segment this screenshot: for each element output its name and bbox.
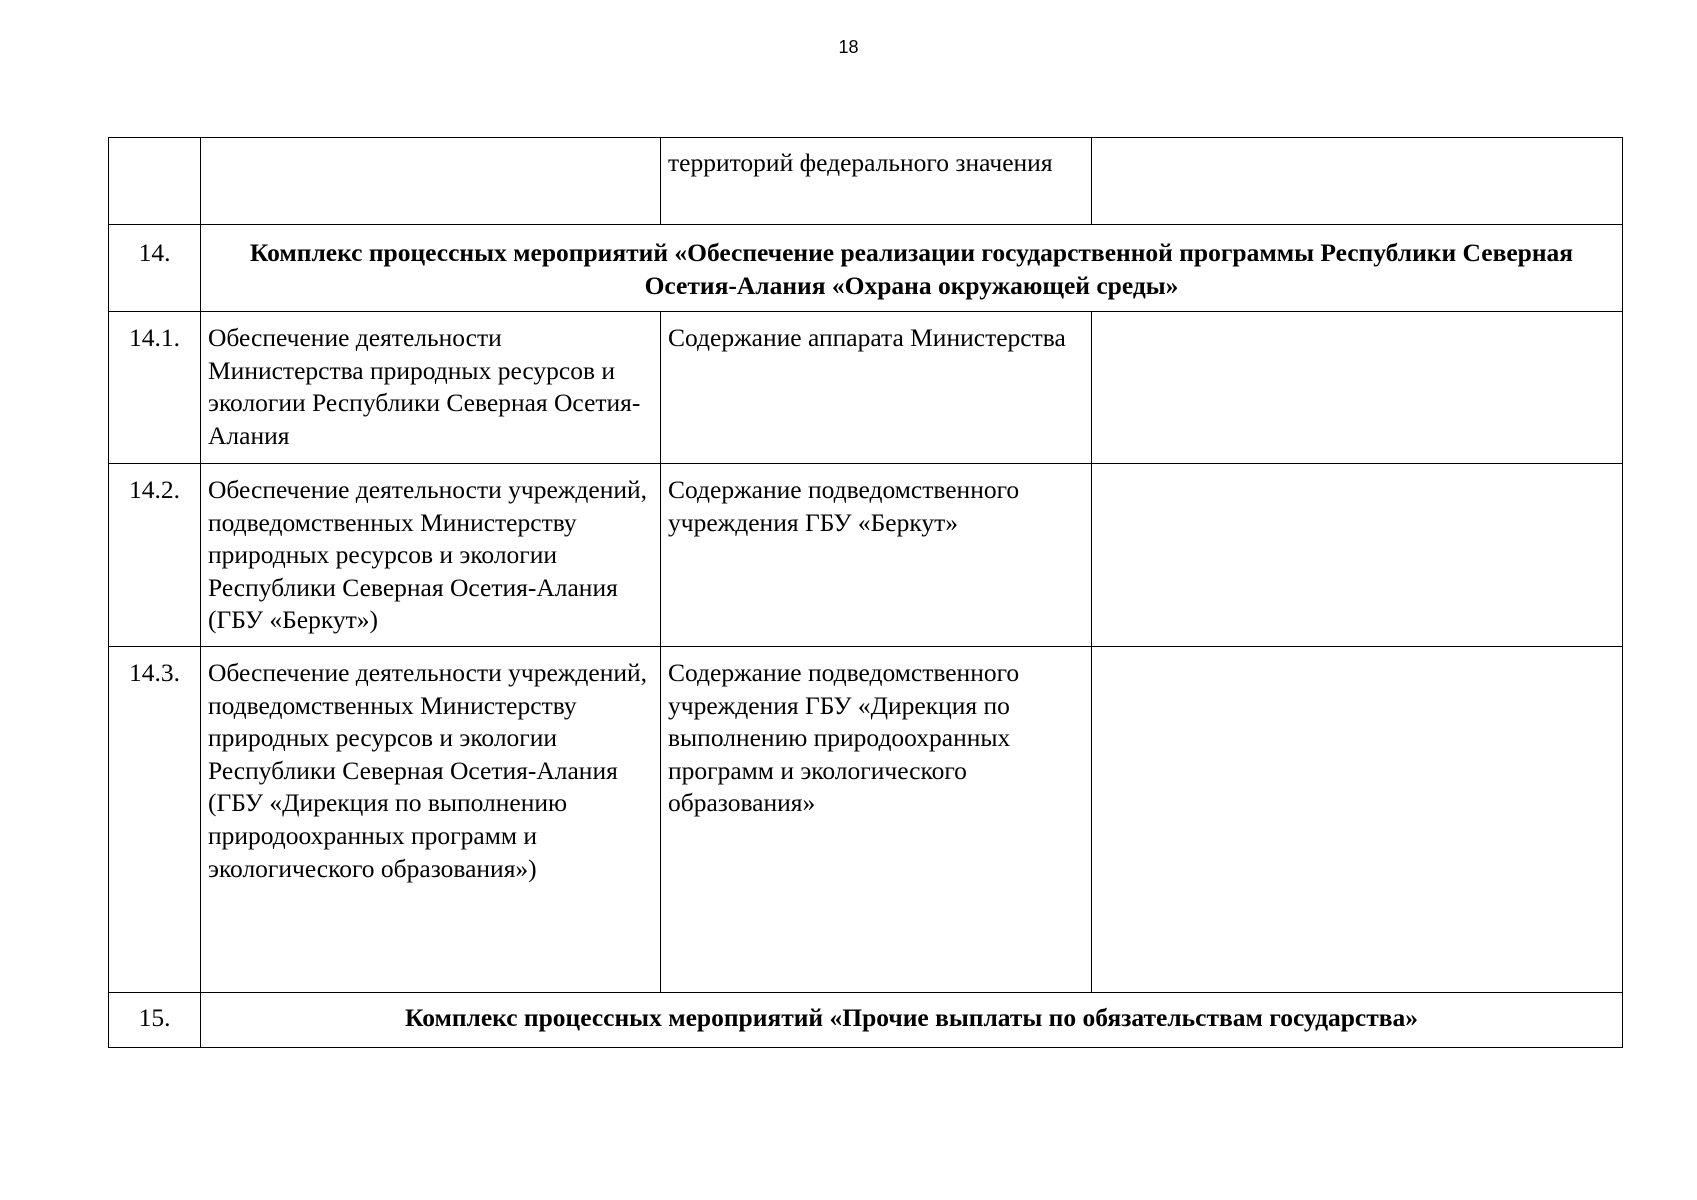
description-cell: Содержание подведомственного учреждения ГБУ «Беркут» <box>661 464 1092 647</box>
event-cell <box>201 138 661 225</box>
description-cell: Содержание аппарата Министерства <box>661 312 1092 464</box>
section-row-15 <box>109 993 1623 1048</box>
table-row-continuation <box>109 138 1623 225</box>
note-cell <box>1092 464 1623 647</box>
description-cell: территорий федерального значения <box>661 138 1092 225</box>
table-row <box>109 464 1623 647</box>
section-title-cell: Комплекс процессных мероприятий «Обеспечение реализации государственной программы Республики Северная Осетия-Алания «Охрана окружающей среды» <box>201 225 1623 312</box>
row-number-cell: 14.1. <box>109 312 201 464</box>
measures-table <box>108 137 1623 1048</box>
note-cell <box>1092 312 1623 464</box>
section-title-cell: Комплекс процессных мероприятий «Прочие выплаты по обязательствам государства» <box>201 993 1623 1048</box>
table-row <box>109 312 1623 464</box>
section-number-cell: 14. <box>109 225 201 312</box>
row-number-cell <box>109 138 201 225</box>
event-cell: Обеспечение деятельности учреждений, подведомственных Министерству природных ресурсов и экологии Республики Северная Осетия-Алания (ГБУ «Беркут») <box>201 464 661 647</box>
section-row-14 <box>109 225 1623 312</box>
event-cell: Обеспечение деятельности Министерства природных ресурсов и экологии Республики Северная Осетия-Алания <box>201 312 661 464</box>
note-cell <box>1092 647 1623 993</box>
row-number-cell: 14.2. <box>109 464 201 647</box>
row-number-cell: 14.3. <box>109 647 201 993</box>
event-cell: Обеспечение деятельности учреждений, подведомственных Министерству природных ресурсов и экологии Республики Северная Осетия-Алания (ГБУ «Дирекция по выполнению природоохранных программ и экологического образования») <box>201 647 661 993</box>
description-cell: Содержание подведомственного учреждения ГБУ «Дирекция по выполнению природоохранных программ и экологического образования» <box>661 647 1092 993</box>
page-number: 18 <box>838 37 859 57</box>
table-row <box>109 647 1623 993</box>
section-number-cell: 15. <box>109 993 201 1048</box>
note-cell <box>1092 138 1623 225</box>
